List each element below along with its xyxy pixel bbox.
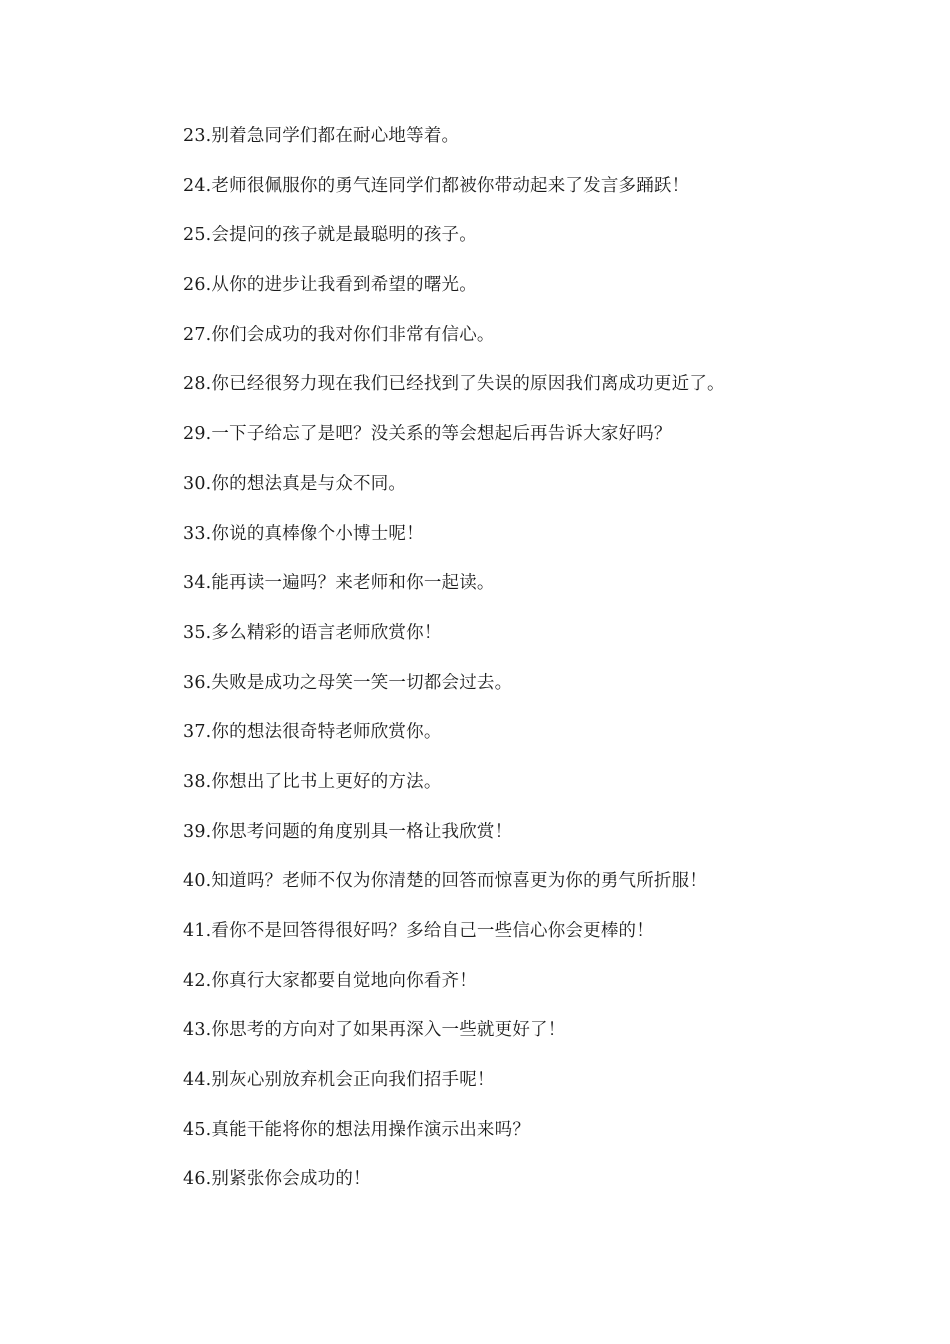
list-item: 40.知道吗？老师不仅为你清楚的回答而惊喜更为你的勇气所折服！ <box>183 871 708 892</box>
list-item: 38.你想出了比书上更好的方法。 <box>183 771 442 792</box>
list-item: 45.真能干能将你的想法用操作演示出来吗？ <box>183 1119 531 1140</box>
list-item: 39.你思考问题的角度别具一格让我欣赏！ <box>183 821 513 842</box>
list-item: 34.能再读一遍吗？来老师和你一起读。 <box>183 573 495 594</box>
list-item: 26.从你的进步让我看到希望的曙光。 <box>183 275 477 296</box>
list-item: 25.会提问的孩子就是最聪明的孩子。 <box>183 225 477 246</box>
phrase-list <box>183 122 903 1215</box>
list-item: 33.你说的真棒像个小博士呢！ <box>183 523 424 544</box>
list-item: 23.别着急同学们都在耐心地等着。 <box>183 126 460 146</box>
list-item: 27.你们会成功的我对你们非常有信心。 <box>183 324 495 345</box>
list-item: 41.看你不是回答得很好吗？多给自己一些信心你会更棒的！ <box>183 921 654 941</box>
list-item: 29.一下子给忘了是吧？没关系的等会想起后再告诉大家好吗？ <box>183 424 672 445</box>
list-item: 35.多么精彩的语言老师欣赏你！ <box>183 622 442 643</box>
list-item: 30.你的想法真是与众不同。 <box>183 473 407 494</box>
list-item: 36.失败是成功之母笑一笑一切都会过去。 <box>183 672 513 693</box>
list-item: 46.别紧张你会成功的！ <box>183 1169 371 1190</box>
list-item: 28.你已经很努力现在我们已经找到了失误的原因我们离成功更近了。 <box>183 374 725 395</box>
list-item: 37.你的想法很奇特老师欣赏你。 <box>183 722 442 743</box>
list-item: 43.你思考的方向对了如果再深入一些就更好了！ <box>183 1020 566 1041</box>
list-item: 42.你真行大家都要自觉地向你看齐！ <box>183 970 477 991</box>
list-item: 24.老师很佩服你的勇气连同学们都被你带动起来了发言多踊跃！ <box>183 175 690 196</box>
list-item: 44.别灰心别放弃机会正向我们招手呢！ <box>183 1070 495 1091</box>
